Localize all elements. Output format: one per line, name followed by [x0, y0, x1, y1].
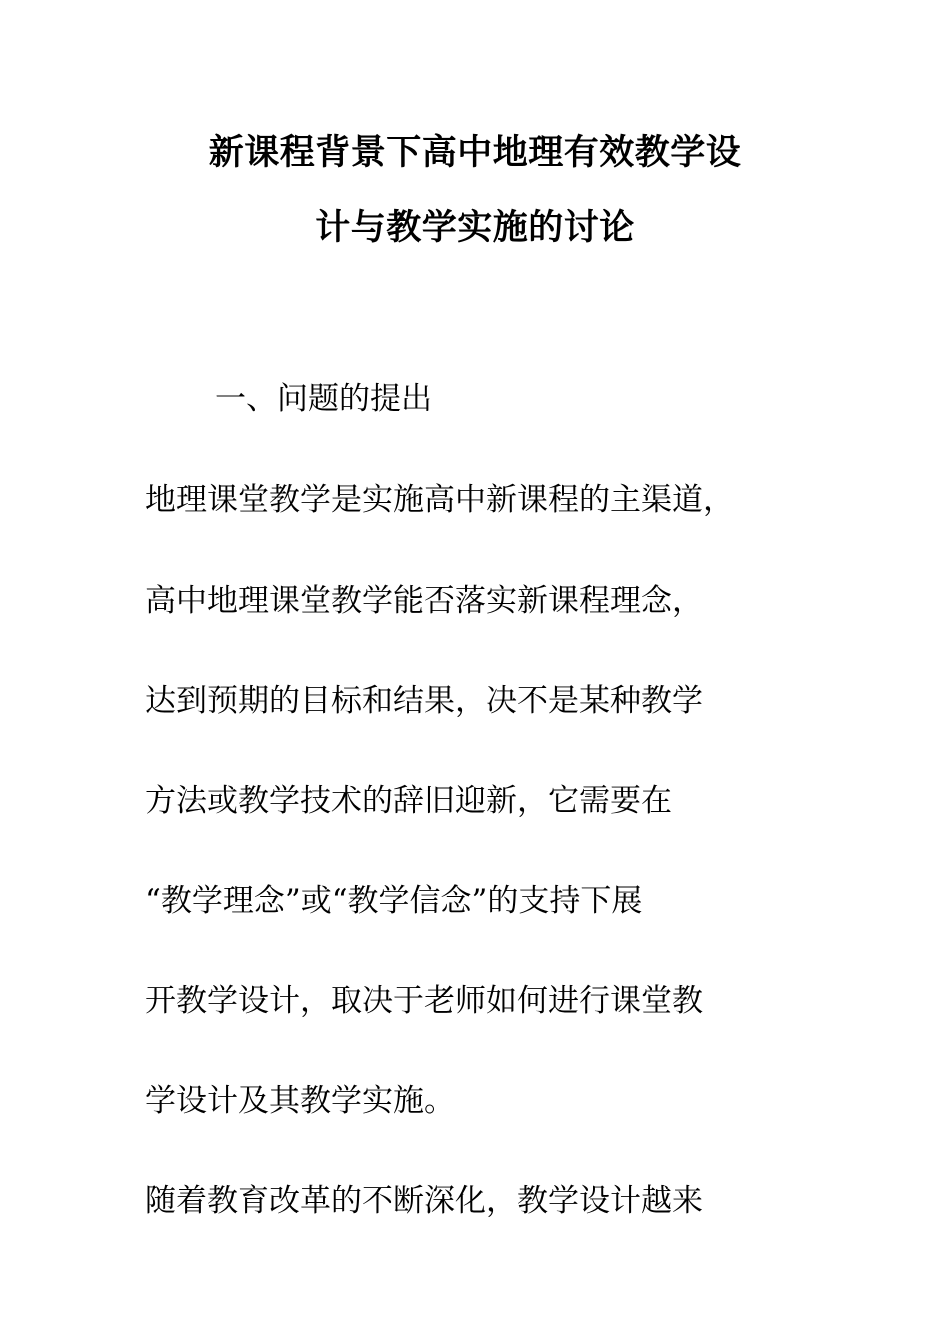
body-text-line: 开教学设计，取决于老师如何进行课堂教	[145, 983, 703, 1019]
body-text-line: 随着教育改革的不断深化，教学设计越来	[145, 1183, 703, 1219]
body-text-line: 学设计及其教学实施。	[145, 1083, 455, 1119]
body-text-line: 方法或教学技术的辞旧迎新，它需要在	[145, 783, 672, 819]
body-text-line: 达到预期的目标和结果，决不是某种教学	[145, 683, 703, 719]
document-title-line-2: 计与教学实施的讨论	[315, 208, 635, 248]
body-text-line: “教学理念”或“教学信念”的支持下展	[145, 883, 643, 919]
body-text-line: 高中地理课堂教学能否落实新课程理念，	[145, 583, 703, 619]
body-text-line: 地理课堂教学是实施高中新课程的主渠道，	[145, 482, 734, 518]
document-title-line-1: 新课程背景下高中地理有效教学设	[208, 133, 742, 173]
section-heading: 一、问题的提出	[215, 381, 432, 417]
